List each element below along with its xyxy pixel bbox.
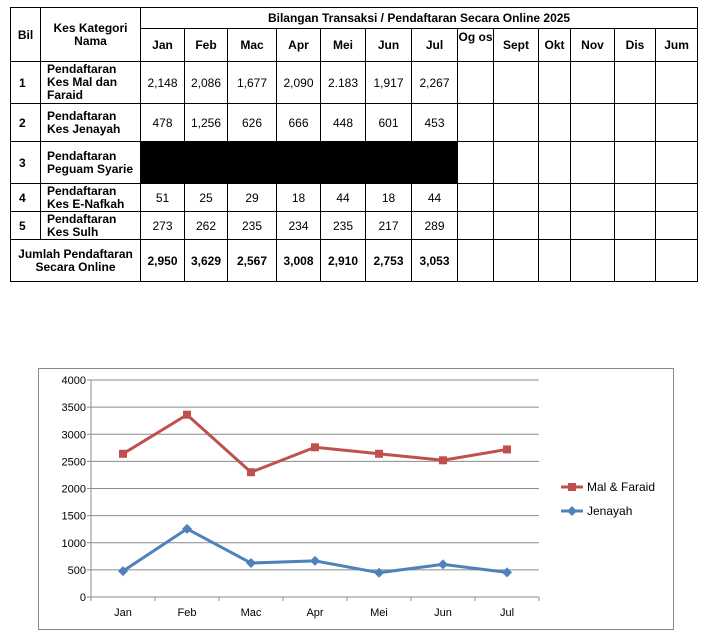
data-point xyxy=(375,450,383,458)
legend-label: Jenayah xyxy=(587,504,633,518)
table-cell: 44 xyxy=(321,184,366,212)
legend-label: Mal & Faraid xyxy=(587,480,656,494)
table-cell: 234 xyxy=(277,212,321,240)
table-row xyxy=(11,184,698,212)
line-chart xyxy=(38,368,674,630)
row-label: Pendaftaran Kes E-Nafkah xyxy=(41,184,141,212)
table-cell xyxy=(656,104,698,142)
table-cell xyxy=(571,184,615,212)
table-cell xyxy=(571,62,615,104)
table-cell xyxy=(539,184,571,212)
total-cell: 2,567 xyxy=(228,240,277,282)
data-point xyxy=(502,567,512,577)
y-tick-label: 500 xyxy=(67,564,86,577)
table-cell xyxy=(656,212,698,240)
y-tick-label: 4000 xyxy=(61,375,86,387)
total-cell xyxy=(615,240,656,282)
x-tick-label: Feb xyxy=(177,607,197,619)
table-cell xyxy=(458,212,494,240)
total-cell: 3,053 xyxy=(412,240,458,282)
registration-table xyxy=(10,7,698,282)
row-number: 1 xyxy=(11,62,41,104)
month-header: Mac xyxy=(228,29,277,62)
x-tick-label: Jan xyxy=(114,607,132,619)
legend-marker xyxy=(567,506,577,516)
data-point xyxy=(310,556,320,566)
month-header: Feb xyxy=(185,29,228,62)
table-cell: 51 xyxy=(141,184,185,212)
table-cell xyxy=(571,212,615,240)
table-cell: 478 xyxy=(141,104,185,142)
table-cell xyxy=(458,104,494,142)
table-cell: 453 xyxy=(412,104,458,142)
table-cell: 18 xyxy=(366,184,412,212)
table-row xyxy=(11,212,698,240)
table-cell xyxy=(615,212,656,240)
table-cell: 2,086 xyxy=(185,62,228,104)
table-cell xyxy=(494,104,539,142)
table-cell: 273 xyxy=(141,212,185,240)
month-header: Okt xyxy=(539,29,571,62)
row-number: 2 xyxy=(11,104,41,142)
table-cell xyxy=(656,184,698,212)
table-cell: 2.183 xyxy=(321,62,366,104)
total-cell xyxy=(656,240,698,282)
table-cell xyxy=(615,104,656,142)
table-cell xyxy=(615,62,656,104)
table-cell xyxy=(494,62,539,104)
table-cell: 217 xyxy=(366,212,412,240)
total-cell: 2,753 xyxy=(366,240,412,282)
month-header: Sept xyxy=(494,29,539,62)
table-cell xyxy=(615,184,656,212)
y-tick-label: 1000 xyxy=(61,537,86,550)
x-tick-label: Jun xyxy=(434,607,452,619)
table-cell xyxy=(494,184,539,212)
month-header: Apr xyxy=(277,29,321,62)
table-cell xyxy=(539,142,571,184)
total-cell xyxy=(458,240,494,282)
table-row xyxy=(11,104,698,142)
table-cell xyxy=(494,212,539,240)
table-cell: 2,267 xyxy=(412,62,458,104)
table-cell xyxy=(656,62,698,104)
table-cell: 235 xyxy=(321,212,366,240)
table-cell xyxy=(539,212,571,240)
x-tick-label: Mac xyxy=(240,607,262,619)
total-cell xyxy=(494,240,539,282)
total-cell: 2,910 xyxy=(321,240,366,282)
table-cell: 666 xyxy=(277,104,321,142)
table-cell xyxy=(539,62,571,104)
table-row xyxy=(11,62,698,104)
month-header: Jum xyxy=(656,29,698,62)
total-cell: 3,008 xyxy=(277,240,321,282)
table-cell xyxy=(458,184,494,212)
y-tick-label: 3500 xyxy=(61,402,86,415)
table-cell xyxy=(458,142,494,184)
row-label: Pendaftaran Peguam Syarie xyxy=(41,142,141,184)
month-header: Jan xyxy=(141,29,185,62)
table-cell: 448 xyxy=(321,104,366,142)
header-bil: Bil xyxy=(11,8,41,62)
table-cell: 1,917 xyxy=(366,62,412,104)
row-number: 3 xyxy=(11,142,41,184)
y-tick-label: 3000 xyxy=(61,429,86,442)
y-tick-label: 2000 xyxy=(61,483,86,496)
data-point xyxy=(183,411,191,419)
month-header: Dis xyxy=(615,29,656,62)
table-cell xyxy=(494,142,539,184)
table-cell xyxy=(458,62,494,104)
header-kategori: Kes Kategori Nama xyxy=(41,8,141,62)
redacted-cell xyxy=(141,142,458,184)
month-header: Jun xyxy=(366,29,412,62)
table-cell: 1,677 xyxy=(228,62,277,104)
table-cell: 262 xyxy=(185,212,228,240)
table-cell: 2,148 xyxy=(141,62,185,104)
table-cell: 2,090 xyxy=(277,62,321,104)
data-point xyxy=(311,443,319,451)
table-row xyxy=(11,142,698,184)
row-label: Pendaftaran Kes Sulh xyxy=(41,212,141,240)
x-tick-label: Jul xyxy=(499,607,515,619)
month-header: Og os xyxy=(458,29,494,62)
legend-marker xyxy=(568,483,576,491)
header-group: Bilangan Transaksi / Pendaftaran Secara Online 2025 xyxy=(141,8,698,29)
total-cell xyxy=(571,240,615,282)
series-line-1 xyxy=(123,529,507,573)
data-point xyxy=(247,468,255,476)
data-point xyxy=(438,559,448,569)
table-cell xyxy=(615,142,656,184)
total-cell: 2,950 xyxy=(141,240,185,282)
table-cell: 18 xyxy=(277,184,321,212)
y-tick-label: 1500 xyxy=(61,510,86,523)
chart-svg xyxy=(39,369,673,629)
data-point xyxy=(439,456,447,464)
row-label: Pendaftaran Kes Jenayah xyxy=(41,104,141,142)
month-header: Nov xyxy=(571,29,615,62)
total-cell: 3,629 xyxy=(185,240,228,282)
table-cell: 235 xyxy=(228,212,277,240)
table-cell: 626 xyxy=(228,104,277,142)
table-cell: 44 xyxy=(412,184,458,212)
row-number: 4 xyxy=(11,184,41,212)
total-cell xyxy=(539,240,571,282)
data-point xyxy=(119,450,127,458)
y-tick-label: 2500 xyxy=(61,456,86,469)
table-cell: 25 xyxy=(185,184,228,212)
y-tick-label: 0 xyxy=(79,592,86,604)
table-cell xyxy=(539,104,571,142)
table-cell xyxy=(571,142,615,184)
table-cell: 601 xyxy=(366,104,412,142)
table-cell xyxy=(656,142,698,184)
data-point xyxy=(374,568,384,578)
x-tick-label: Mei xyxy=(370,607,388,619)
month-header: Mei xyxy=(321,29,366,62)
table-cell: 1,256 xyxy=(185,104,228,142)
table-cell: 289 xyxy=(412,212,458,240)
data-point xyxy=(503,445,511,453)
total-row xyxy=(11,240,698,282)
x-tick-label: Apr xyxy=(306,607,324,619)
month-header: Jul xyxy=(412,29,458,62)
total-label: Jumlah Pendaftaran Secara Online xyxy=(11,240,141,282)
table-cell: 29 xyxy=(228,184,277,212)
row-number: 5 xyxy=(11,212,41,240)
row-label: Pendaftaran Kes Mal dan Faraid xyxy=(41,62,141,104)
table-cell xyxy=(571,104,615,142)
